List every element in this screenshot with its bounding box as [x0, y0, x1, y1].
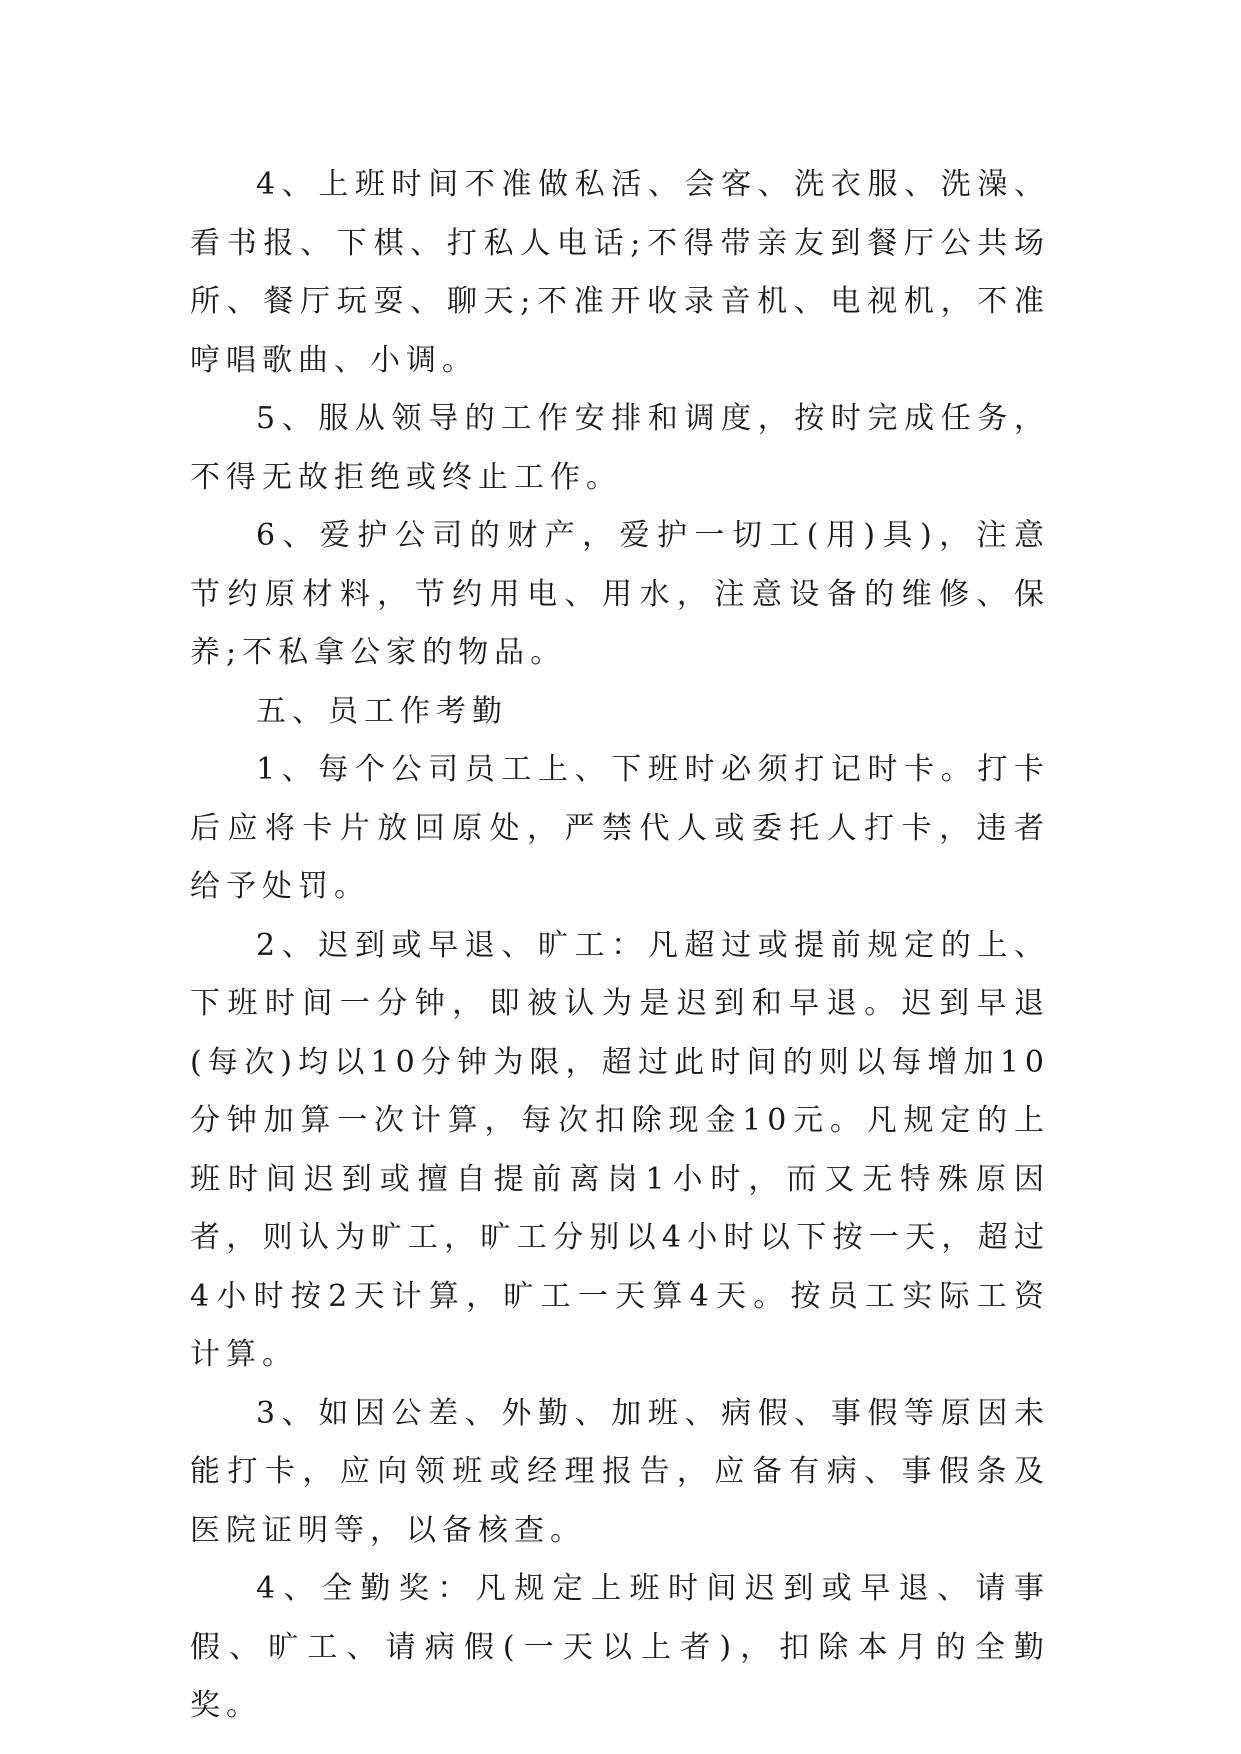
paragraph-attendance-3-exceptions: 3、如因公差、外勤、加班、病假、事假等原因未能打卡，应向领班或经理报告，应备有病、事假条及医院证明等，以备核查。 [190, 1395, 1050, 1548]
paragraph-attendance-4-full-attendance-bonus: 4、全勤奖：凡规定上班时间迟到或早退、请事假、旷工、请病假(一天以上者)，扣除本月的全勤奖。 [190, 1571, 1050, 1723]
document-body [190, 156, 1050, 1736]
paragraph-attendance-1-clock-card: 1、每个公司员工上、下班时必须打记时卡。打卡后应将卡片放回原处，严禁代人或委托人打卡，违者给予处罚。 [190, 752, 1050, 904]
paragraph-rule-4-work-conduct: 4、上班时间不准做私活、会客、洗衣服、洗澡、看书报、下棋、打私人电话;不得带亲友到餐厅公共场所、餐厅玩耍、聊天;不准开收录音机、电视机，不准哼唱歌曲、小调。 [190, 167, 1050, 378]
section-heading-attendance: 五、员工作考勤 [256, 693, 508, 729]
paragraph-rule-6-protect-property: 6、爱护公司的财产，爱护一切工(用)具)，注意节约原材料，节约用电、用水，注意设备的维修、保养;不私拿公家的物品。 [190, 518, 1050, 670]
paragraph-rule-5-obey-arrangement: 5、服从领导的工作安排和调度，按时完成任务，不得无故拒绝或终止工作。 [190, 401, 1050, 495]
paragraph-attendance-2-late-absence: 2、迟到或早退、旷工：凡超过或提前规定的上、下班时间一分钟，即被认为是迟到和早退。迟到早退(每次)均以10分钟为限，超过此时间的则以每增加10分钟加算一次计算，每次扣除现金10元。凡规定的上班时间迟到或擅自提前离岗1小时，而又无特殊原因者，则认为旷工，旷工分别以4小时以下按一天，超过4小时按2天计算，旷工一天算4天。按员工实际工资计算。 [190, 927, 1050, 1372]
